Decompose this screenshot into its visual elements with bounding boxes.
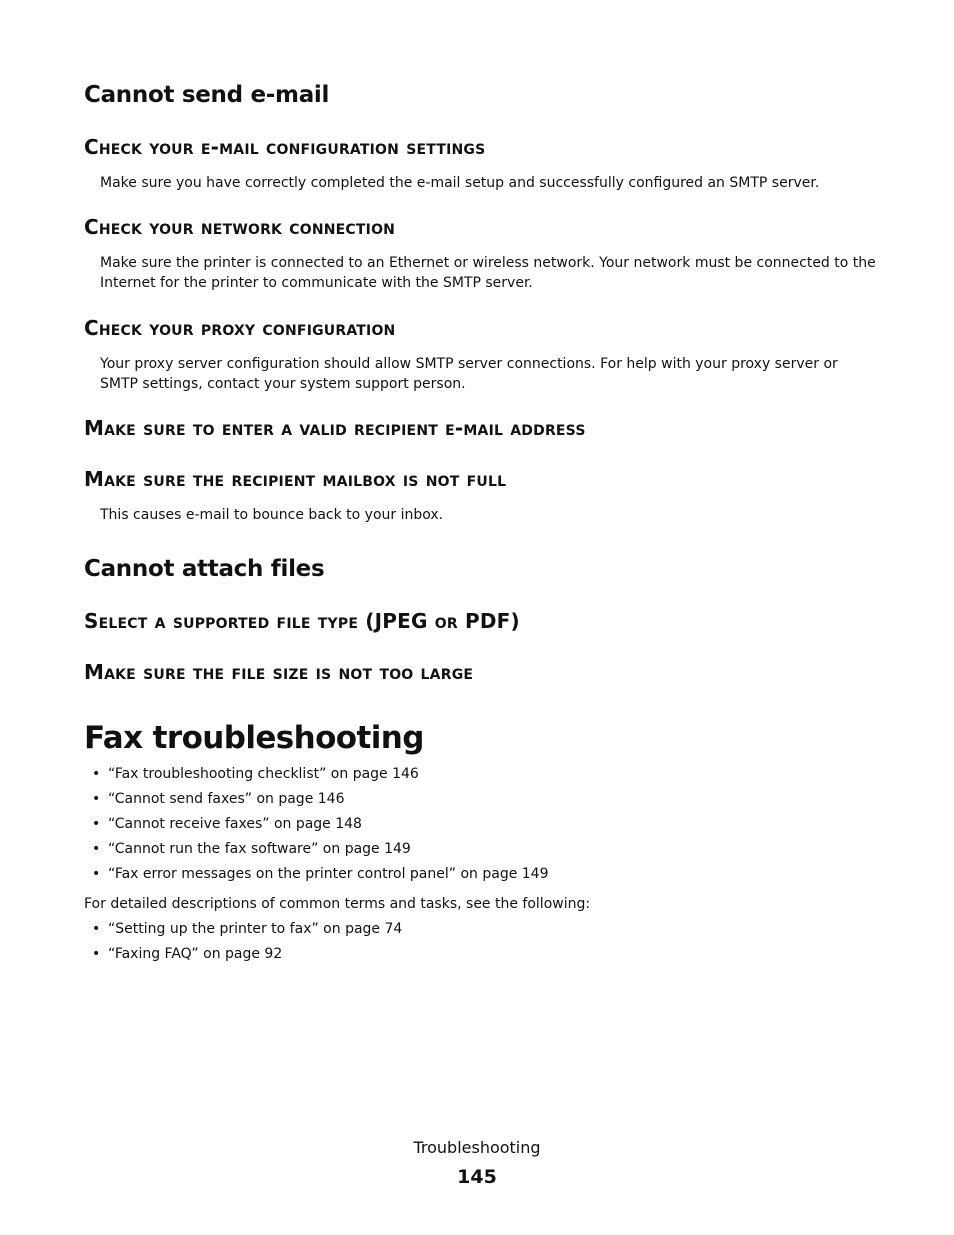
cross-reference-link[interactable]: “Cannot run the fax software” on page 149 xyxy=(108,841,411,857)
fax-see-also-list xyxy=(84,917,402,967)
list-item[interactable] xyxy=(84,917,402,942)
list-item[interactable] xyxy=(84,787,549,812)
cross-reference-link[interactable]: “Cannot receive faxes” on page 148 xyxy=(108,816,362,832)
section-title-cannot-send-email: Cannot send e-mail xyxy=(84,82,330,108)
section-title-cannot-attach-files: Cannot attach files xyxy=(84,556,325,582)
list-item[interactable] xyxy=(84,837,549,862)
bullet-icon: • xyxy=(92,791,101,807)
list-item[interactable] xyxy=(84,762,549,787)
bullet-icon: • xyxy=(92,841,101,857)
list-item[interactable] xyxy=(84,942,402,967)
paragraph-see-following: For detailed descriptions of common terms and tasks, see the following: xyxy=(84,896,591,912)
subheading-proxy-config: Check your proxy configuration xyxy=(84,316,396,340)
cross-reference-link[interactable]: “Fax error messages on the printer control panel” on page 149 xyxy=(108,866,549,882)
cross-reference-link[interactable]: “Setting up the printer to fax” on page 74 xyxy=(108,921,403,937)
footer-chapter-name: Troubleshooting xyxy=(413,1138,541,1157)
paragraph-mailbox-not-full: This causes e-mail to bounce back to your inbox. xyxy=(100,507,444,523)
cross-reference-link[interactable]: “Fax troubleshooting checklist” on page 146 xyxy=(108,766,419,782)
paragraph-network-connection: Make sure the printer is connected to an Ethernet or wireless network. Your network must be connected to the Internet for the printer to communicate with the SMTP server. xyxy=(100,255,876,291)
paragraph-proxy-config: Your proxy server configuration should allow SMTP server connections. For help with your proxy server or SMTP settings, contact your system support person. xyxy=(100,356,838,392)
subheading-mailbox-not-full: Make sure the recipient mailbox is not full xyxy=(84,467,507,491)
bullet-icon: • xyxy=(92,816,101,832)
bullet-icon: • xyxy=(92,946,101,962)
subheading-email-config: Check your e-mail configuration settings xyxy=(84,135,486,159)
subheading-file-size: Make sure the file size is not too large xyxy=(84,660,474,684)
list-item[interactable] xyxy=(84,862,549,887)
subheading-network-connection: Check your network connection xyxy=(84,215,396,239)
paragraph-email-config: Make sure you have correctly completed the e-mail setup and successfully configured an SMTP server. xyxy=(100,175,820,191)
subheading-valid-recipient: Make sure to enter a valid recipient e-mail address xyxy=(84,416,586,440)
footer-page-number: 145 xyxy=(457,1166,497,1188)
subheading-supported-file-type: Select a supported file type (JPEG or PDF) xyxy=(84,609,520,633)
bullet-icon: • xyxy=(92,866,101,882)
list-item[interactable] xyxy=(84,812,549,837)
cross-reference-link[interactable]: “Faxing FAQ” on page 92 xyxy=(108,946,283,962)
fax-topic-list xyxy=(84,762,549,887)
bullet-icon: • xyxy=(92,766,101,782)
chapter-title-fax-troubleshooting: Fax troubleshooting xyxy=(84,720,424,756)
cross-reference-link[interactable]: “Cannot send faxes” on page 146 xyxy=(108,791,345,807)
bullet-icon: • xyxy=(92,921,101,937)
